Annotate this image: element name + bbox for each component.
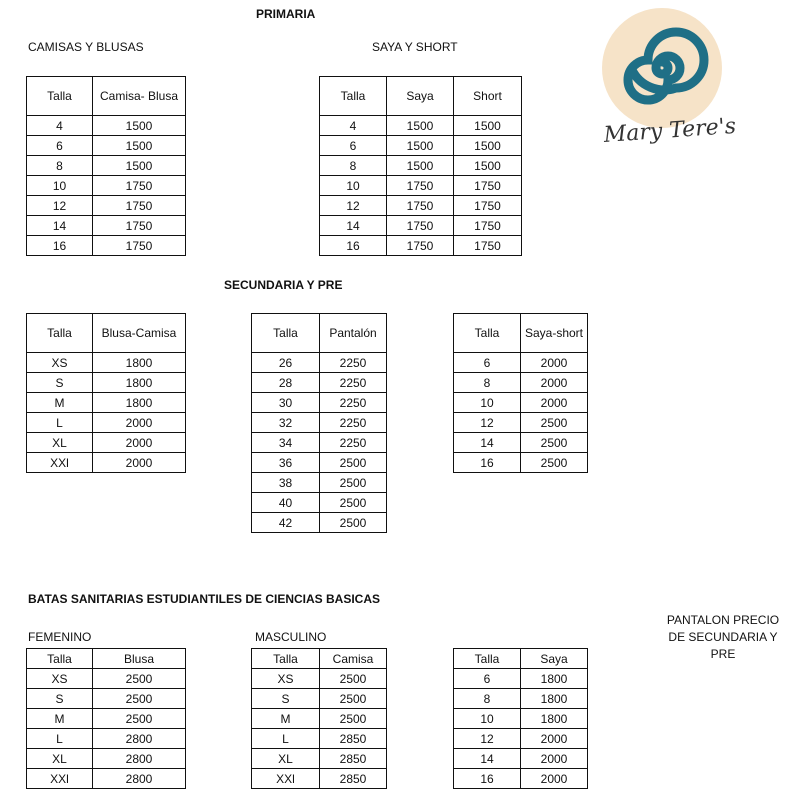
size-cell: S <box>27 689 93 709</box>
table-row <box>27 236 186 256</box>
size-cell: XL <box>27 433 93 453</box>
size-cell: XS <box>252 669 320 689</box>
price-cell: 2000 <box>521 769 588 789</box>
price-cell: 1800 <box>521 669 588 689</box>
price-cell: 2850 <box>320 729 387 749</box>
table-row <box>27 196 186 216</box>
table-row <box>27 413 186 433</box>
price-cell: 2500 <box>521 433 588 453</box>
price-cell: 1500 <box>93 116 186 136</box>
size-cell: 42 <box>252 513 320 533</box>
table-row <box>252 669 387 689</box>
size-cell: 12 <box>454 413 521 433</box>
size-cell: XL <box>252 749 320 769</box>
size-cell: 4 <box>320 116 387 136</box>
table-row <box>454 769 588 789</box>
price-cell: 2500 <box>320 513 387 533</box>
table-row <box>27 453 186 473</box>
price-cell: 1800 <box>93 353 186 373</box>
column-header: Blusa-Camisa <box>93 314 186 353</box>
price-cell: 1750 <box>387 236 454 256</box>
femenino-label: FEMENINO <box>28 630 92 644</box>
table-row <box>454 373 588 393</box>
table-row <box>454 709 588 729</box>
size-cell: 38 <box>252 473 320 493</box>
price-cell: 1750 <box>454 236 522 256</box>
table-row <box>27 749 186 769</box>
column-header: Talla <box>454 649 521 669</box>
price-cell: 1500 <box>387 136 454 156</box>
size-cell: L <box>27 413 93 433</box>
table-row <box>27 433 186 453</box>
table-row <box>454 749 588 769</box>
column-header: Talla <box>252 314 320 353</box>
price-cell: 2800 <box>93 729 186 749</box>
price-cell: 1800 <box>93 393 186 413</box>
column-header: Talla <box>27 649 93 669</box>
table-row <box>454 353 588 373</box>
table-row <box>27 373 186 393</box>
size-cell: 14 <box>27 216 93 236</box>
price-cell: 1750 <box>387 216 454 236</box>
size-cell: XXl <box>252 769 320 789</box>
header-row <box>320 77 522 116</box>
size-cell: 14 <box>454 433 521 453</box>
column-header: Short <box>454 77 522 116</box>
size-cell: 30 <box>252 393 320 413</box>
batas-title: BATAS SANITARIAS ESTUDIANTILES DE CIENCIAS BASICAS <box>28 592 381 606</box>
price-cell: 2000 <box>93 413 186 433</box>
column-header: Talla <box>27 77 93 116</box>
table-row <box>27 156 186 176</box>
size-cell: 12 <box>454 729 521 749</box>
spiral-logo-icon <box>592 6 742 166</box>
price-cell: 1750 <box>454 196 522 216</box>
header-row <box>252 649 387 669</box>
table-row <box>27 709 186 729</box>
price-cell: 2250 <box>320 353 387 373</box>
pantalon-table <box>251 313 387 533</box>
size-cell: L <box>27 729 93 749</box>
size-cell: 6 <box>454 669 521 689</box>
table-row <box>252 413 387 433</box>
table-row <box>320 216 522 236</box>
price-cell: 1500 <box>387 156 454 176</box>
price-cell: 2250 <box>320 413 387 433</box>
size-cell: 40 <box>252 493 320 513</box>
header-row <box>27 314 186 353</box>
table-row <box>320 196 522 216</box>
price-cell: 2000 <box>93 453 186 473</box>
table-row <box>252 373 387 393</box>
column-header: Saya <box>521 649 588 669</box>
price-cell: 2500 <box>93 669 186 689</box>
size-cell: 10 <box>320 176 387 196</box>
size-cell: XXl <box>27 453 93 473</box>
size-cell: XXl <box>27 769 93 789</box>
price-cell: 2500 <box>521 413 588 433</box>
header-row <box>27 649 186 669</box>
price-cell: 1500 <box>387 116 454 136</box>
table-row <box>252 729 387 749</box>
table-row <box>27 136 186 156</box>
price-cell: 2500 <box>320 689 387 709</box>
price-cell: 1800 <box>521 709 588 729</box>
table-row <box>252 453 387 473</box>
column-header: Talla <box>252 649 320 669</box>
header-row <box>252 314 387 353</box>
logo-script-text: Mary Tere's <box>602 113 737 149</box>
price-cell: 1500 <box>454 116 522 136</box>
price-cell: 1750 <box>93 236 186 256</box>
table-row <box>454 393 588 413</box>
price-cell: 2000 <box>521 393 588 413</box>
header-row <box>27 77 186 116</box>
camisas-table <box>26 76 186 256</box>
table-row <box>27 176 186 196</box>
size-cell: 12 <box>320 196 387 216</box>
table-row <box>454 689 588 709</box>
saya-batas-table <box>453 648 588 789</box>
table-row <box>27 669 186 689</box>
size-cell: 36 <box>252 453 320 473</box>
saya-short-label: SAYA Y SHORT <box>372 40 458 54</box>
column-header: Talla <box>320 77 387 116</box>
price-cell: 1750 <box>387 196 454 216</box>
table-row <box>27 353 186 373</box>
price-cell: 2850 <box>320 749 387 769</box>
size-cell: 28 <box>252 373 320 393</box>
femenino-table <box>26 648 186 789</box>
price-cell: 2500 <box>320 669 387 689</box>
table-row <box>252 493 387 513</box>
price-cell: 1500 <box>454 156 522 176</box>
price-cell: 1750 <box>454 216 522 236</box>
size-cell: 10 <box>454 709 521 729</box>
price-cell: 2000 <box>93 433 186 453</box>
size-cell: 4 <box>27 116 93 136</box>
table-row <box>320 176 522 196</box>
saya-short-sec-table <box>453 313 588 473</box>
size-cell: XS <box>27 669 93 689</box>
pantalon-note: PANTALON PRECIO DE SECUNDARIA Y PRE <box>666 613 780 661</box>
price-cell: 2800 <box>93 749 186 769</box>
table-row <box>27 216 186 236</box>
size-cell: 8 <box>454 373 521 393</box>
size-cell: 8 <box>454 689 521 709</box>
table-row <box>454 433 588 453</box>
size-cell: XS <box>27 353 93 373</box>
size-cell: S <box>27 373 93 393</box>
price-cell: 2500 <box>521 453 588 473</box>
size-cell: 16 <box>320 236 387 256</box>
column-header: Saya-short <box>521 314 588 353</box>
price-cell: 2800 <box>93 769 186 789</box>
price-cell: 2000 <box>521 373 588 393</box>
size-cell: L <box>252 729 320 749</box>
header-row <box>454 314 588 353</box>
price-cell: 2850 <box>320 769 387 789</box>
secundaria-title: SECUNDARIA Y PRE <box>224 278 343 292</box>
price-cell: 2500 <box>93 709 186 729</box>
column-header: Talla <box>27 314 93 353</box>
size-cell: 34 <box>252 433 320 453</box>
price-cell: 2000 <box>521 729 588 749</box>
table-row <box>252 473 387 493</box>
price-cell: 2500 <box>93 689 186 709</box>
table-row <box>252 749 387 769</box>
table-row <box>252 769 387 789</box>
price-cell: 1750 <box>454 176 522 196</box>
price-cell: 1800 <box>93 373 186 393</box>
table-row <box>252 709 387 729</box>
size-cell: 8 <box>320 156 387 176</box>
price-cell: 1500 <box>93 156 186 176</box>
size-cell: 14 <box>454 749 521 769</box>
column-header: Blusa <box>93 649 186 669</box>
size-cell: 16 <box>27 236 93 256</box>
size-cell: M <box>27 709 93 729</box>
table-row <box>252 433 387 453</box>
table-row <box>320 116 522 136</box>
column-header: Pantalón <box>320 314 387 353</box>
price-cell: 2500 <box>320 709 387 729</box>
table-row <box>252 353 387 373</box>
price-cell: 1800 <box>521 689 588 709</box>
size-cell: 6 <box>320 136 387 156</box>
masculino-label: MASCULINO <box>255 630 327 644</box>
price-cell: 2500 <box>320 453 387 473</box>
table-row <box>454 413 588 433</box>
size-cell: 8 <box>27 156 93 176</box>
table-row <box>454 669 588 689</box>
size-cell: M <box>252 709 320 729</box>
camisas-label: CAMISAS Y BLUSAS <box>28 40 144 54</box>
header-row <box>454 649 588 669</box>
column-header: Camisa- Blusa <box>93 77 186 116</box>
price-cell: 1750 <box>93 176 186 196</box>
size-cell: 14 <box>320 216 387 236</box>
price-cell: 1750 <box>93 196 186 216</box>
table-row <box>27 393 186 413</box>
price-cell: 1750 <box>387 176 454 196</box>
size-cell: 10 <box>454 393 521 413</box>
price-cell: 2250 <box>320 393 387 413</box>
size-cell: 26 <box>252 353 320 373</box>
table-row <box>454 729 588 749</box>
price-cell: 1500 <box>93 136 186 156</box>
table-row <box>252 689 387 709</box>
price-cell: 2000 <box>521 749 588 769</box>
price-cell: 2250 <box>320 373 387 393</box>
table-row <box>27 769 186 789</box>
blusa-camisa-table <box>26 313 186 473</box>
size-cell: 12 <box>27 196 93 216</box>
size-cell: 32 <box>252 413 320 433</box>
table-row <box>27 116 186 136</box>
size-cell: 6 <box>454 353 521 373</box>
size-cell: XL <box>27 749 93 769</box>
column-header: Saya <box>387 77 454 116</box>
price-cell: 1750 <box>93 216 186 236</box>
table-row <box>27 729 186 749</box>
size-cell: 16 <box>454 453 521 473</box>
column-header: Camisa <box>320 649 387 669</box>
table-row <box>252 393 387 413</box>
size-cell: S <box>252 689 320 709</box>
primaria-title: PRIMARIA <box>256 7 316 21</box>
table-row <box>320 236 522 256</box>
price-cell: 2500 <box>320 493 387 513</box>
brand-logo <box>592 6 742 166</box>
masculino-table <box>251 648 387 789</box>
price-cell: 2500 <box>320 473 387 493</box>
column-header: Talla <box>454 314 521 353</box>
table-row <box>454 453 588 473</box>
size-cell: M <box>27 393 93 413</box>
table-row <box>252 513 387 533</box>
price-cell: 2250 <box>320 433 387 453</box>
size-cell: 16 <box>454 769 521 789</box>
size-cell: 6 <box>27 136 93 156</box>
table-row <box>27 689 186 709</box>
table-row <box>320 156 522 176</box>
size-cell: 10 <box>27 176 93 196</box>
table-row <box>320 136 522 156</box>
saya-short-table <box>319 76 522 256</box>
price-cell: 1500 <box>454 136 522 156</box>
price-cell: 2000 <box>521 353 588 373</box>
